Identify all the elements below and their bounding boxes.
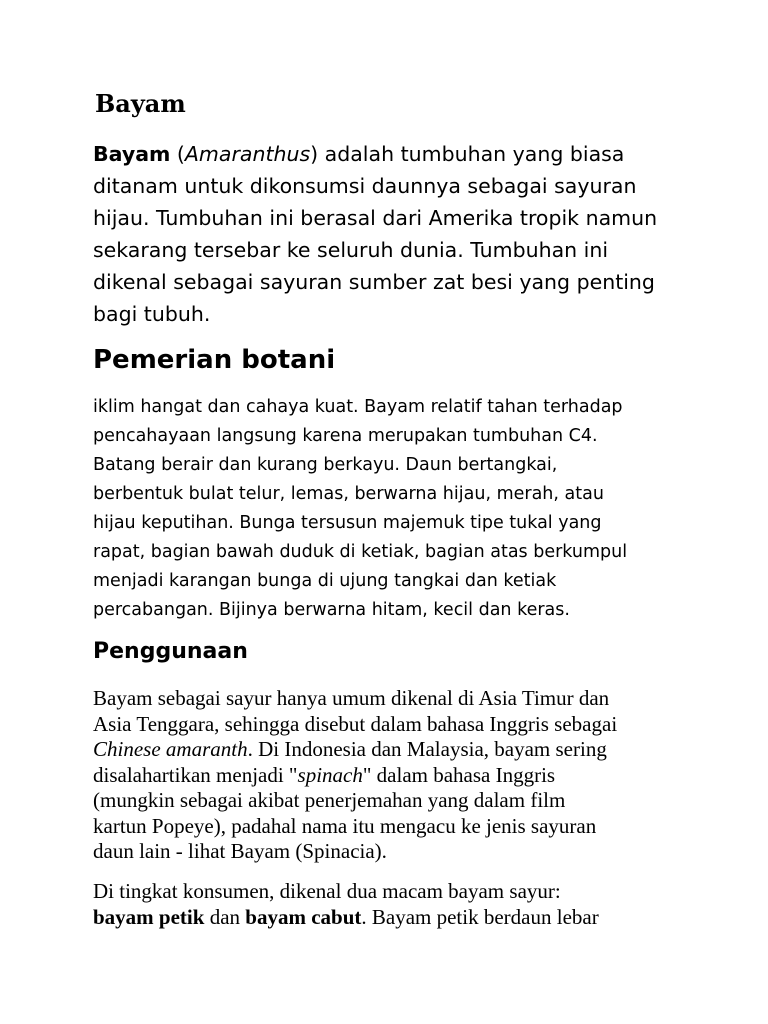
penggunaan-line-3-rest: . Di Indonesia dan Malaysia, bayam sering xyxy=(247,737,607,761)
section-heading-penggunaan: Penggunaan xyxy=(93,639,248,664)
bayam-petik-term: bayam petik xyxy=(93,904,205,929)
botani-line: menjadi karangan bunga di ujung tangkai dan ketiak xyxy=(93,571,557,591)
botani-line: iklim hangat dan cahaya kuat. Bayam relatif tahan terhadap xyxy=(93,397,623,417)
botani-line: rapat, bagian bawah duduk di ketiak, bagian atas berkumpul xyxy=(93,542,628,562)
penggunaan-paragraph-1 xyxy=(93,686,693,865)
penggunaan-line-2: Asia Tenggara, sehingga disebut dalam bahasa Inggris sebagai xyxy=(93,711,618,736)
penggunaan-p2-mid: dan xyxy=(204,904,246,929)
botani-line: Batang berair dan kurang berkayu. Daun bertangkai, xyxy=(93,455,558,475)
chinese-amaranth-term: Chinese amaranth xyxy=(93,737,248,761)
spinach-term: spinach xyxy=(297,762,363,787)
page-title: Bayam xyxy=(95,89,186,118)
intro-bold-term: Bayam xyxy=(93,142,171,166)
bayam-cabut-term: bayam cabut xyxy=(245,904,362,929)
penggunaan-p2-rest: . Bayam petik berdaun lebar xyxy=(361,904,599,929)
botani-line: percabangan. Bijinya berwarna hitam, kecil dan keras. xyxy=(93,600,570,620)
penggunaan-line-4 xyxy=(93,763,693,789)
botani-line: berbentuk bulat telur, lemas, berwarna hijau, merah, atau xyxy=(93,484,604,504)
botani-line: pencahayaan langsung karena merupakan tumbuhan C4. xyxy=(93,426,598,446)
penggunaan-line-4-start: disalahartikan menjadi " xyxy=(93,762,298,787)
intro-line-4: sekarang tersebar ke seluruh dunia. Tumbuhan ini xyxy=(93,238,609,262)
penggunaan-line-6: kartun Popeye), padahal nama itu mengacu ke jenis sayuran xyxy=(93,813,597,838)
intro-line-1-rest: ) adalah tumbuhan yang biasa xyxy=(310,142,625,166)
intro-line-6: bagi tubuh. xyxy=(93,302,211,326)
penggunaan-line-3 xyxy=(93,737,693,763)
intro-line-1 xyxy=(93,138,693,170)
intro-paren-open: ( xyxy=(170,142,185,166)
penggunaan-paragraph-2 xyxy=(93,879,693,930)
botani-paragraph xyxy=(93,393,693,625)
penggunaan-line-5: (mungkin sebagai akibat penerjemahan yang dalam film xyxy=(93,788,566,812)
intro-line-2: ditanam untuk dikonsumsi daunnya sebagai sayuran xyxy=(93,174,637,198)
penggunaan-p2-line-2 xyxy=(93,905,693,931)
botani-line: hijau keputihan. Bunga tersusun majemuk tipe tukal yang xyxy=(93,513,602,533)
intro-latin-name: Amaranthus xyxy=(184,142,311,166)
intro-line-5: dikenal sebagai sayuran sumber zat besi yang penting xyxy=(93,270,655,294)
penggunaan-line-1: Bayam sebagai sayur hanya umum dikenal di Asia Timur dan xyxy=(93,686,610,710)
intro-paragraph xyxy=(93,138,693,330)
penggunaan-p2-line-1: Di tingkat konsumen, dikenal dua macam bayam sayur: xyxy=(93,879,561,903)
intro-line-3: hijau. Tumbuhan ini berasal dari Amerika tropik namun xyxy=(93,206,658,230)
penggunaan-line-4-end: " dalam bahasa Inggris xyxy=(362,762,556,787)
penggunaan-line-7: daun lain - lihat Bayam (Spinacia). xyxy=(93,839,387,863)
section-heading-botani: Pemerian botani xyxy=(93,345,336,375)
